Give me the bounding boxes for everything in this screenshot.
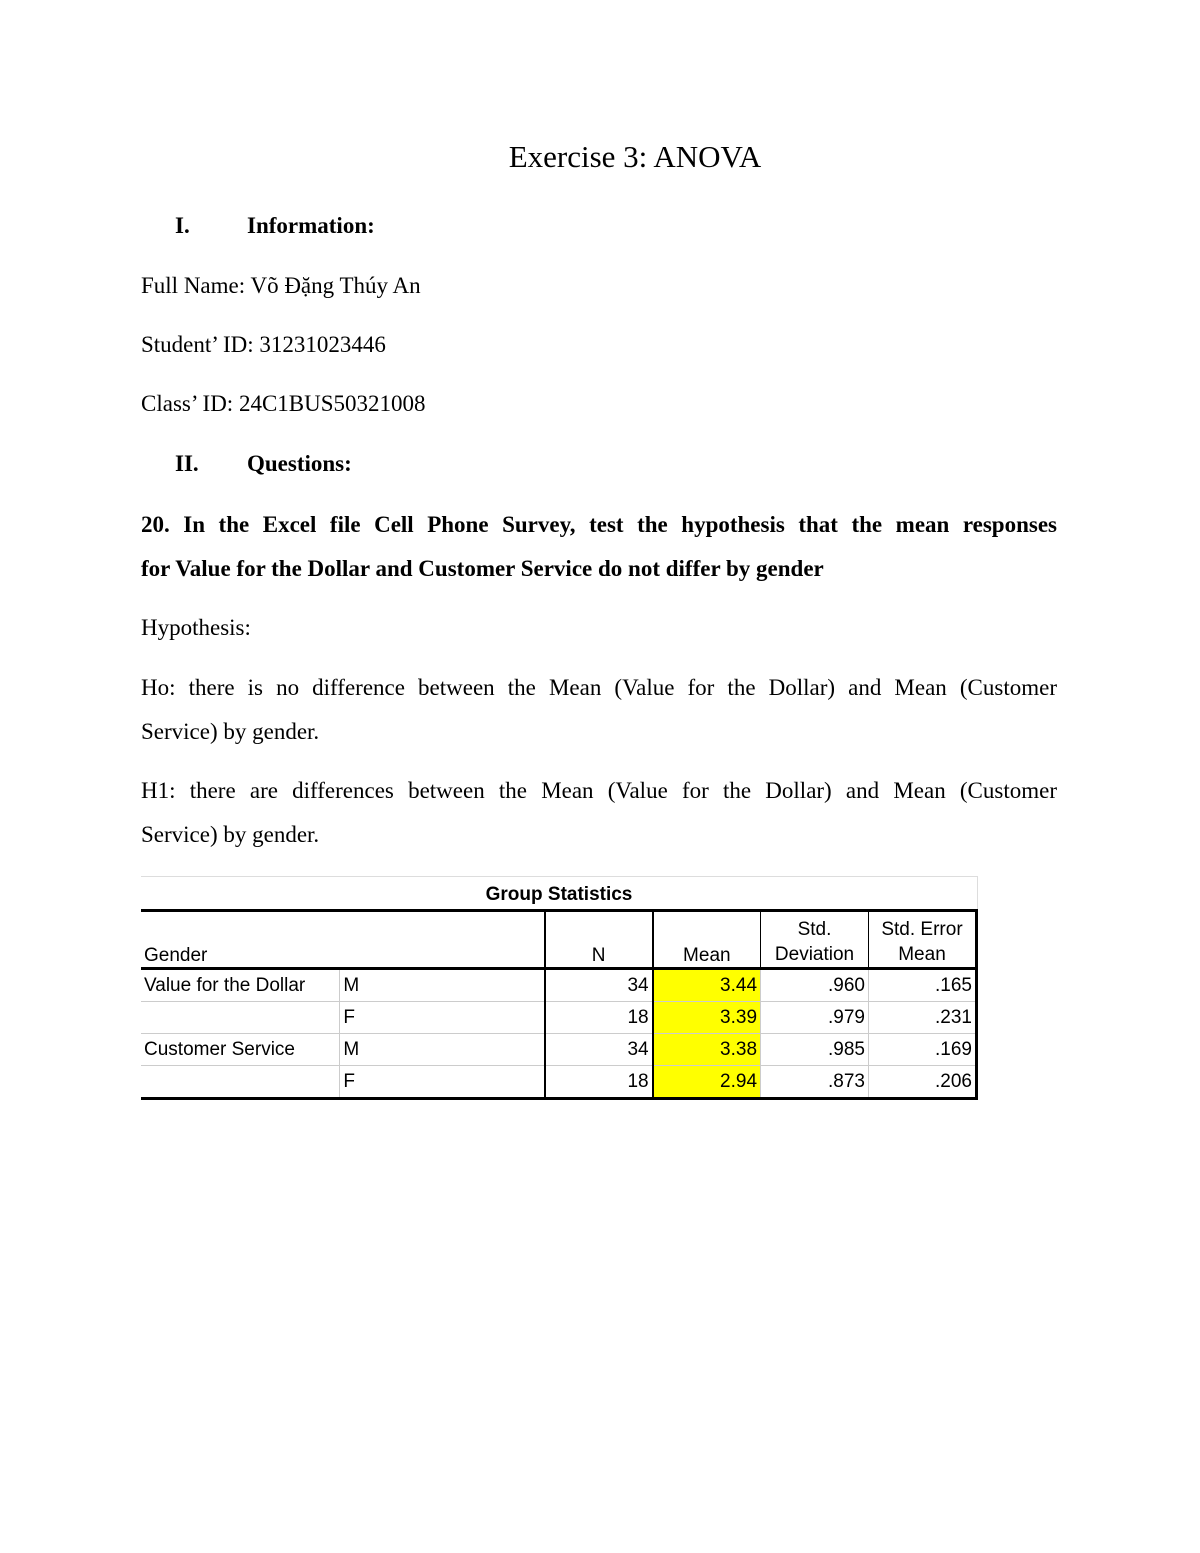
gender-label: M	[340, 969, 545, 1002]
table-row	[141, 1034, 977, 1066]
question-text	[141, 503, 1057, 591]
student-id: Student’ ID: 31231023446	[141, 332, 386, 357]
section-number-2: II.	[175, 451, 199, 476]
std-deviation-value: .985	[761, 1034, 869, 1066]
header-std-deviation-line-2: Deviation	[774, 944, 855, 965]
std-deviation-value: .979	[761, 1002, 869, 1034]
group-statistics-table	[141, 876, 978, 1103]
header-std-deviation	[761, 911, 869, 969]
null-hypothesis	[141, 666, 1057, 754]
std-error-value: .206	[869, 1066, 977, 1099]
header-std-error-mean	[869, 911, 977, 969]
question-line-2: for Value for the Dollar and Customer Service do not differ by gender	[141, 556, 824, 581]
table-frame-right	[977, 876, 978, 910]
h0-line-2: Service) by gender.	[141, 719, 320, 744]
table-caption: Group Statistics	[485, 884, 633, 905]
std-error-value: .169	[869, 1034, 977, 1066]
header-row	[141, 911, 977, 969]
table-row	[141, 1066, 977, 1099]
section-title-information: Information:	[247, 213, 375, 238]
gender-label: F	[340, 1002, 545, 1034]
header-n: N	[545, 911, 653, 969]
header-std-error-line-2: Mean	[898, 944, 946, 965]
header-gender: Gender	[141, 911, 545, 969]
gender-label: M	[340, 1034, 545, 1066]
std-error-value: .165	[869, 969, 977, 1002]
table-row	[141, 969, 977, 1002]
statistics-grid	[141, 909, 978, 1100]
section-number-1: I.	[175, 213, 190, 238]
class-id: Class’ ID: 24C1BUS50321008	[141, 391, 426, 416]
header-mean: Mean	[653, 911, 761, 969]
hypothesis-label: Hypothesis:	[141, 615, 251, 640]
variable-label	[141, 1066, 340, 1099]
n-value: 34	[545, 1034, 653, 1066]
n-value: 34	[545, 969, 653, 1002]
std-error-value: .231	[869, 1002, 977, 1034]
gender-label: F	[340, 1066, 545, 1099]
question-line-1: 20. In the Excel file Cell Phone Survey, test the hypothesis that the mean responses	[141, 512, 1057, 537]
full-name: Full Name: Võ Đặng Thúy An	[141, 273, 421, 298]
h1-line-2: Service) by gender.	[141, 822, 320, 847]
header-std-error-line-1: Std. Error	[881, 919, 963, 940]
variable-label: Customer Service	[141, 1034, 340, 1066]
std-deviation-value: .873	[761, 1066, 869, 1099]
n-value: 18	[545, 1066, 653, 1099]
mean-value: 3.39	[653, 1002, 761, 1034]
alternative-hypothesis	[141, 769, 1057, 857]
variable-label: Value for the Dollar	[141, 969, 340, 1002]
variable-label	[141, 1002, 340, 1034]
section-title-questions: Questions:	[247, 451, 352, 476]
table-row	[141, 1002, 977, 1034]
mean-value: 3.44	[653, 969, 761, 1002]
h1-line-1: H1: there are differences between the Mean (Value for the Dollar) and Mean (Customer	[141, 778, 1057, 803]
header-std-deviation-line-1: Std.	[797, 919, 832, 940]
table-frame-top	[141, 876, 977, 877]
n-value: 18	[545, 1002, 653, 1034]
mean-value: 3.38	[653, 1034, 761, 1066]
std-deviation-value: .960	[761, 969, 869, 1002]
page-title: Exercise 3: ANOVA	[508, 139, 762, 174]
h0-line-1: Ho: there is no difference between the Mean (Value for the Dollar) and Mean (Customer	[141, 675, 1057, 700]
mean-value: 2.94	[653, 1066, 761, 1099]
